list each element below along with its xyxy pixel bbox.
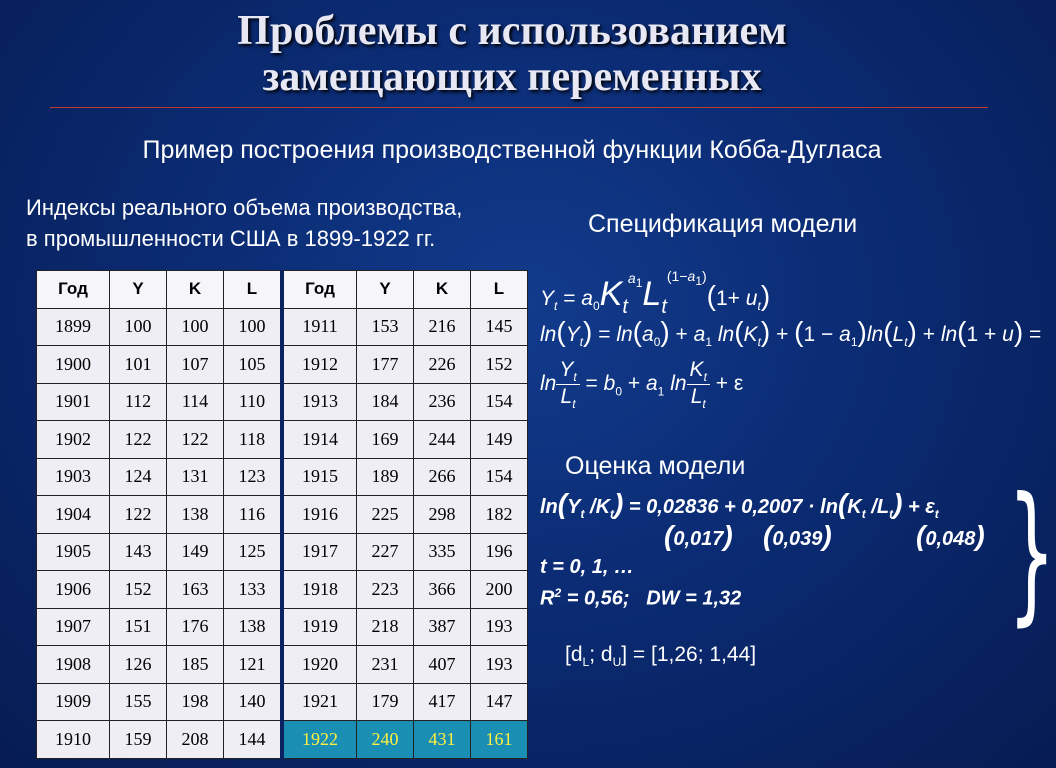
cell-k-2: 266	[414, 458, 471, 496]
cell-y: 126	[110, 646, 167, 684]
cell-y-2: 189	[357, 458, 414, 496]
r2-value: 0,56;	[583, 587, 630, 610]
cell-y-2: 177	[357, 346, 414, 384]
cell-year-2: 1914	[282, 421, 357, 459]
cell-k-2: 407	[414, 646, 471, 684]
coef-slope: 0,2007	[741, 496, 803, 518]
se-error-value: 0,048	[925, 528, 976, 550]
cell-y-2: 223	[357, 571, 414, 609]
cell-year: 1906	[37, 571, 110, 609]
cell-l: 100	[224, 308, 283, 346]
cell-k-2: 226	[414, 346, 471, 384]
formula-spec-1: $Y_t = a_0K_t^{a_1}L_t^{(1-a_1)}(1+ u_t)$	[540, 268, 771, 318]
cell-l: 121	[224, 646, 283, 684]
cell-year: 1901	[37, 383, 110, 421]
se-slope-value: 0,039	[772, 528, 823, 550]
cell-y-2: 179	[357, 683, 414, 721]
table-row	[37, 346, 528, 384]
cell-y-2: 184	[357, 383, 414, 421]
header-year-2: Год	[282, 271, 357, 309]
cell-l-2: 200	[471, 571, 528, 609]
table-row	[37, 421, 528, 459]
cell-y-2: 227	[357, 533, 414, 571]
cell-y: 143	[110, 533, 167, 571]
slide-subtitle: Пример построения производственной функции Кобба-Дугласа	[142, 136, 882, 164]
time-index-line: t = 0, 1, …	[540, 556, 634, 578]
cell-y: 159	[110, 721, 167, 759]
cell-k: 138	[167, 496, 224, 534]
cell-y: 112	[110, 383, 167, 421]
table-row	[37, 458, 528, 496]
formula-spec-3: ln $\frac{Y_t}{L_t}$ = $b_0 + a_1$ ln $\frac{K_t}{L_t}$ + ε	[540, 358, 744, 412]
cell-year: 1904	[37, 496, 110, 534]
cell-l: 144	[224, 721, 283, 759]
cell-year: 1902	[37, 421, 110, 459]
cell-k: 100	[167, 308, 224, 346]
cell-k-2: 236	[414, 383, 471, 421]
cell-l-2: 193	[471, 608, 528, 646]
cell-k: 208	[167, 721, 224, 759]
cell-l: 105	[224, 346, 283, 384]
cell-k: 163	[167, 571, 224, 609]
formula-estimate: $\ln(Y_t$ $/K_t) = 0,02836 + 0,2007 \cdot \ln(K_t$ $/L_t) + \varepsilon_t$	[540, 488, 939, 521]
cell-y-2: 225	[357, 496, 414, 534]
title-line-2: замещающих переменных	[262, 54, 762, 100]
cell-year-2: 1916	[282, 496, 357, 534]
table-row	[37, 683, 528, 721]
table-row	[37, 646, 528, 684]
cell-y: 151	[110, 608, 167, 646]
cell-l: 140	[224, 683, 283, 721]
title-divider	[50, 107, 988, 108]
cell-year-2: 1918	[282, 571, 357, 609]
note-line-1: Индексы реального объема производства,	[26, 195, 463, 220]
table-row	[37, 533, 528, 571]
cell-year-2: 1911	[282, 308, 357, 346]
dw-value: 1,32	[702, 587, 742, 610]
fit-stats: $R^2 = 0,56$; DW = 1,32	[540, 586, 742, 610]
header-k-2: K	[414, 271, 471, 309]
cell-l: 118	[224, 421, 283, 459]
header-k: K	[167, 271, 224, 309]
cell-year: 1900	[37, 346, 110, 384]
coef-const: 0,02836	[646, 496, 719, 518]
cell-l: 125	[224, 533, 283, 571]
cell-l: 123	[224, 458, 283, 496]
cell-l-2: 161	[471, 721, 528, 759]
cell-l-2: 193	[471, 646, 528, 684]
header-l: L	[224, 271, 283, 309]
cell-k-2: 417	[414, 683, 471, 721]
cell-year: 1899	[37, 308, 110, 346]
cell-year-2: 1917	[282, 533, 357, 571]
cell-year: 1905	[37, 533, 110, 571]
cell-year: 1908	[37, 646, 110, 684]
cell-k-2: 216	[414, 308, 471, 346]
cell-l-2: 182	[471, 496, 528, 534]
table-row	[37, 383, 528, 421]
cell-year: 1907	[37, 608, 110, 646]
cell-y: 155	[110, 683, 167, 721]
cell-year-2: 1912	[282, 346, 357, 384]
header-y-2: Y	[357, 271, 414, 309]
cell-y-2: 153	[357, 308, 414, 346]
cell-year: 1903	[37, 458, 110, 496]
se-const-value: 0,017	[673, 528, 724, 550]
header-y: Y	[110, 271, 167, 309]
production-data-table	[36, 270, 528, 759]
cell-year: 1909	[37, 683, 110, 721]
cell-k-2: 387	[414, 608, 471, 646]
cell-l: 138	[224, 608, 283, 646]
cell-y-2: 169	[357, 421, 414, 459]
cell-year-2: 1921	[282, 683, 357, 721]
std-error-error: (0,048)	[916, 520, 985, 551]
cell-l: 116	[224, 496, 283, 534]
cell-k: 107	[167, 346, 224, 384]
table-header-row	[37, 271, 528, 309]
cell-k-2: 431	[414, 721, 471, 759]
table-row	[37, 571, 528, 609]
dw-bounds: [$d_L$; $d_U] = [1,26$; 1,44]	[565, 643, 757, 670]
cell-k-2: 298	[414, 496, 471, 534]
cell-k: 176	[167, 608, 224, 646]
std-error-const: (0,017)	[664, 520, 733, 551]
cell-y-2: 231	[357, 646, 414, 684]
std-error-slope: (0,039)	[763, 520, 832, 551]
cell-l-2: 152	[471, 346, 528, 384]
cell-l-2: 147	[471, 683, 528, 721]
cell-year-2: 1915	[282, 458, 357, 496]
table-row	[37, 608, 528, 646]
right-brace: }	[1007, 466, 1056, 640]
cell-k-2: 244	[414, 421, 471, 459]
cell-k: 198	[167, 683, 224, 721]
cell-year: 1910	[37, 721, 110, 759]
table-row	[37, 308, 528, 346]
cell-year-2: 1920	[282, 646, 357, 684]
slide-title	[0, 8, 1024, 100]
cell-k: 131	[167, 458, 224, 496]
formula-spec-2: $\ln(Y_t) = \ln(a_0) + a_1$ $\ln(K_t) + (1 - a_1)\ln(L_t) + \ln(1 + u)$ =	[540, 316, 1042, 350]
cell-l-2: 149	[471, 421, 528, 459]
cell-y: 100	[110, 308, 167, 346]
cell-y: 122	[110, 496, 167, 534]
cell-l-2: 154	[471, 383, 528, 421]
estimate-header: Оценка модели	[565, 452, 746, 480]
cell-y-2: 240	[357, 721, 414, 759]
cell-year-2: 1919	[282, 608, 357, 646]
cell-l-2: 145	[471, 308, 528, 346]
cell-l-2: 196	[471, 533, 528, 571]
cell-l: 133	[224, 571, 283, 609]
cell-k: 149	[167, 533, 224, 571]
cell-year-2: 1913	[282, 383, 357, 421]
spec-header: Спецификация модели	[588, 210, 858, 238]
dw-bounds-value: [1,26; 1,44]	[651, 643, 757, 666]
data-description	[26, 192, 462, 254]
cell-y-2: 218	[357, 608, 414, 646]
cell-k: 185	[167, 646, 224, 684]
cell-y: 101	[110, 346, 167, 384]
cell-k: 114	[167, 383, 224, 421]
cell-k: 122	[167, 421, 224, 459]
table-row	[37, 721, 528, 759]
cell-year-2: 1922	[282, 721, 357, 759]
header-year: Год	[37, 271, 110, 309]
cell-l-2: 154	[471, 458, 528, 496]
note-line-2: в промышленности США в 1899-1922 гг.	[26, 226, 436, 251]
cell-k-2: 335	[414, 533, 471, 571]
cell-l: 110	[224, 383, 283, 421]
table-row	[37, 496, 528, 534]
cell-k-2: 366	[414, 571, 471, 609]
title-line-1: Проблемы с использованием	[237, 8, 787, 54]
cell-y: 124	[110, 458, 167, 496]
cell-y: 122	[110, 421, 167, 459]
cell-y: 152	[110, 571, 167, 609]
header-l-2: L	[471, 271, 528, 309]
